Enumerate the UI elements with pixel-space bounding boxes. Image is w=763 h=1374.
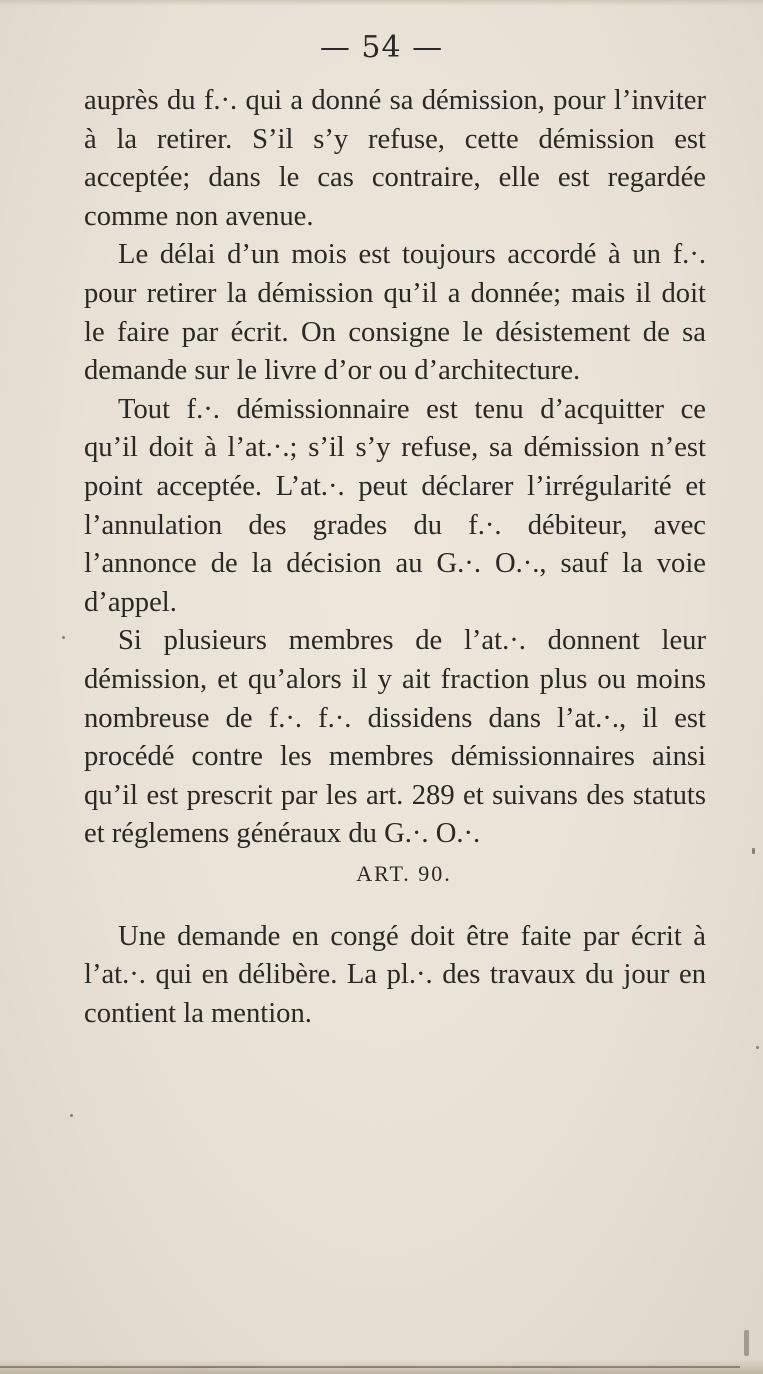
paper-speck (752, 848, 755, 854)
paper-speck (62, 636, 65, 639)
paragraph-continuation: auprès du f.·. qui a donné sa démission, pour l’inviter à la retirer. S’il s’y refuse, cette démission est acceptée; dans le cas contraire, elle est regardée comme non avenue. (84, 85, 706, 232)
paper-speck (70, 1114, 73, 1117)
paragraph-demissionnaire: Tout f.·. démissionnaire est tenu d’acquitter ce qu’il doit à l’at.·.; s’il s’y refuse, sa démission n’est point acceptée. L’at.·. peut déclarer l’irrégularité et l’annulation des grades du f.·. débiteur, avec l’annonce de la décision au G.·. O.·., sauf la voie d’appel. (84, 393, 706, 618)
paper-speck (756, 1046, 759, 1049)
paper-speck (744, 1330, 749, 1356)
paragraph-plusieurs-membres: Si plusieurs membres de l’at.·. donnent leur démission, et qu’alors il y ait fraction plus ou moins nombreuse de f.·. f.·. dissidens dans l’at.·., il est procédé contre les membres démissionnaires ainsi qu’il est prescrit par les art. 289 et suivans des statuts et réglemens généraux du G.·. O.·. (84, 625, 706, 850)
article-heading: ART. 90. (356, 860, 452, 886)
page-top-edge (0, 0, 763, 6)
page-number: — 54 — (319, 30, 444, 65)
page-bottom-rule (0, 1366, 740, 1368)
page-body (84, 82, 706, 1034)
paragraph-delai: Le délai d’un mois est toujours accordé à un f.·. pour retirer la démission qu’il a donnée; mais il doit le faire par écrit. On consigne le désistement de sa demande sur le livre d’or ou d’architecture. (84, 239, 706, 387)
paragraph-conge: Une demande en congé doit être faite par écrit à l’at.·. qui en délibère. La pl.·. des travaux du jour en contient la mention. (84, 920, 706, 1030)
